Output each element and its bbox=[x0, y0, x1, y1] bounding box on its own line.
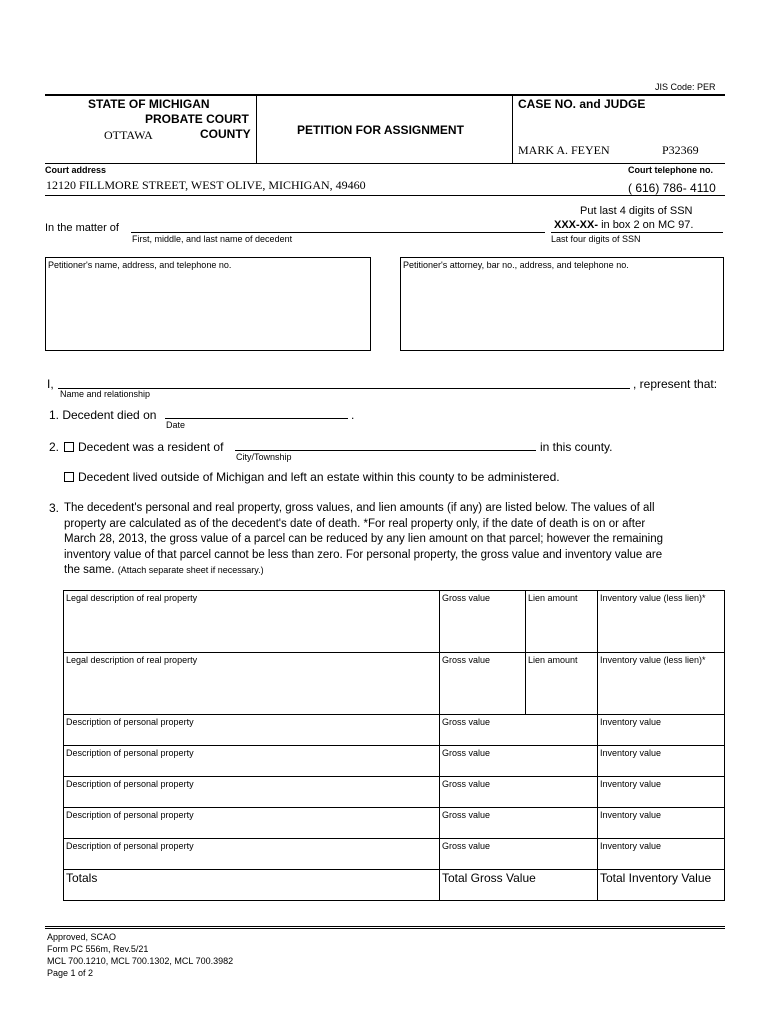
real-inventory-cell[interactable]: Inventory value (less lien)* bbox=[600, 655, 706, 665]
county-label: COUNTY bbox=[200, 127, 251, 141]
personal-gross-cell[interactable]: Gross value bbox=[442, 748, 491, 758]
header-bottom-rule bbox=[45, 163, 725, 164]
personal-desc-cell[interactable]: Description of personal property bbox=[66, 717, 194, 727]
court-info-rule bbox=[45, 195, 725, 196]
item1-end: . bbox=[351, 408, 355, 422]
outside-michigan-checkbox[interactable] bbox=[64, 472, 74, 482]
table-row-rule bbox=[63, 745, 725, 746]
footer-approved: Approved, SCAO bbox=[47, 932, 117, 942]
state-label: STATE OF MICHIGAN bbox=[88, 97, 210, 111]
item3-line: property are calculated as of the decedent's date of death. *For real property only, if the date of death is on or after bbox=[64, 517, 646, 530]
item3-line: March 28, 2013, the gross value of a parcel can be reduced by any lien amount on that parcel; however the remaining bbox=[64, 533, 663, 545]
item2a-label: Decedent was a resident of bbox=[78, 440, 224, 454]
death-date-line[interactable] bbox=[165, 418, 348, 419]
real-lien-cell[interactable]: Lien amount bbox=[528, 655, 578, 665]
footer-block bbox=[47, 931, 233, 979]
item2b-label: Decedent lived outside of Michigan and left an estate within this county to be administered. bbox=[78, 470, 560, 484]
county-name: OTTAWA bbox=[104, 128, 153, 142]
personal-gross-cell[interactable]: Gross value bbox=[442, 779, 491, 789]
personal-gross-cell[interactable]: Gross value bbox=[442, 841, 491, 851]
ssn-sublabel: Last four digits of SSN bbox=[551, 234, 641, 244]
footer-mcl: MCL 700.1210, MCL 700.1302, MCL 700.3982 bbox=[47, 956, 234, 966]
petitioner-label: Petitioner's name, address, and telephone no. bbox=[48, 260, 232, 270]
petitioner-box[interactable] bbox=[45, 257, 371, 351]
city-township-sublabel: City/Township bbox=[236, 452, 292, 462]
court-address-value[interactable]: 12120 FILLMORE STREET, WEST OLIVE, MICHIGAN, 49460 bbox=[46, 178, 366, 192]
item3-line: The decedent's personal and real property, gross values, and lien amounts (if any) are listed below. The values of all bbox=[64, 502, 655, 514]
table-row-rule bbox=[63, 776, 725, 777]
personal-gross-cell[interactable]: Gross value bbox=[442, 717, 491, 727]
table-row-rule bbox=[63, 714, 725, 715]
totals-label: Totals bbox=[66, 871, 98, 885]
real-lien-cell[interactable]: Lien amount bbox=[528, 593, 578, 603]
header-divider-right bbox=[512, 94, 513, 164]
real-gross-cell[interactable]: Gross value bbox=[442, 593, 491, 603]
total-gross-value[interactable]: Total Gross Value bbox=[442, 871, 536, 885]
table-row-rule bbox=[63, 869, 725, 870]
personal-desc-cell[interactable]: Description of personal property bbox=[66, 810, 194, 820]
item2a-end: in this county. bbox=[540, 440, 613, 454]
personal-desc-cell[interactable]: Description of personal property bbox=[66, 779, 194, 789]
city-township-line[interactable] bbox=[235, 450, 536, 451]
ssn-note-2: in box 2 on MC 97. bbox=[598, 219, 694, 231]
personal-inventory-cell[interactable]: Inventory value bbox=[600, 779, 662, 789]
name-relationship-sublabel: Name and relationship bbox=[60, 389, 151, 399]
item3-number: 3. bbox=[49, 501, 60, 515]
i-label: I, bbox=[47, 377, 54, 391]
footer-page: Page 1 of 2 bbox=[47, 968, 94, 978]
item3-last: the same. bbox=[64, 564, 115, 576]
table-row-rule bbox=[63, 807, 725, 808]
item3-attach-note: (Attach separate sheet if necessary.) bbox=[117, 565, 264, 575]
case-label: CASE NO. and JUDGE bbox=[518, 97, 646, 111]
court-address-label: Court address bbox=[45, 165, 107, 175]
personal-inventory-cell[interactable]: Inventory value bbox=[600, 717, 662, 727]
table-row-rule bbox=[63, 652, 725, 653]
decedent-name-sublabel: First, middle, and last name of decedent bbox=[132, 234, 293, 244]
judge-name: MARK A. FEYEN bbox=[518, 143, 610, 157]
item1-label: 1. Decedent died on bbox=[49, 408, 157, 422]
court-phone-value[interactable]: ( 616) 786- 4110 bbox=[628, 181, 716, 195]
personal-inventory-cell[interactable]: Inventory value bbox=[600, 748, 662, 758]
personal-inventory-cell[interactable]: Inventory value bbox=[600, 810, 662, 820]
resident-checkbox[interactable] bbox=[64, 442, 74, 452]
real-desc-cell[interactable]: Legal description of real property bbox=[66, 593, 198, 603]
footer-rule-2 bbox=[45, 928, 725, 929]
ssn-note: Put last 4 digits of SSN bbox=[580, 205, 693, 217]
table-row-rule bbox=[63, 838, 725, 839]
header-divider-left bbox=[256, 94, 257, 164]
jis-code: JIS Code: PER bbox=[655, 82, 716, 92]
total-inventory-value[interactable]: Total Inventory Value bbox=[600, 871, 712, 885]
court-phone-label: Court telephone no. bbox=[628, 165, 713, 175]
ssn-line[interactable] bbox=[551, 232, 723, 233]
attorney-label: Petitioner's attorney, bar no., address, and telephone no. bbox=[403, 260, 629, 270]
ssn-prefix: XXX-XX- bbox=[554, 219, 599, 231]
item3-line: inventory value of that parcel cannot be less than zero. For personal property, the gross value and inventory value are bbox=[64, 548, 663, 561]
form-title: PETITION FOR ASSIGNMENT bbox=[297, 123, 464, 137]
real-gross-cell[interactable]: Gross value bbox=[442, 655, 491, 665]
date-sublabel: Date bbox=[166, 420, 186, 430]
represent-label: , represent that: bbox=[633, 377, 718, 391]
matter-label: In the matter of bbox=[45, 222, 119, 234]
court-label: PROBATE COURT bbox=[145, 112, 249, 126]
item2-number: 2. bbox=[49, 440, 60, 454]
header-top-rule bbox=[45, 94, 725, 96]
real-inventory-cell[interactable]: Inventory value (less lien)* bbox=[600, 593, 706, 603]
decedent-name-line[interactable] bbox=[131, 232, 545, 233]
item3-paragraph bbox=[64, 501, 729, 579]
personal-gross-cell[interactable]: Gross value bbox=[442, 810, 491, 820]
attorney-box[interactable] bbox=[400, 257, 724, 351]
real-desc-cell[interactable]: Legal description of real property bbox=[66, 655, 198, 665]
personal-inventory-cell[interactable]: Inventory value bbox=[600, 841, 662, 851]
personal-desc-cell[interactable]: Description of personal property bbox=[66, 748, 194, 758]
personal-desc-cell[interactable]: Description of personal property bbox=[66, 841, 194, 851]
judge-bar-number: P32369 bbox=[662, 143, 699, 157]
footer-rule bbox=[45, 926, 725, 927]
footer-form-number: Form PC 556m, Rev.5/21 bbox=[47, 944, 149, 954]
